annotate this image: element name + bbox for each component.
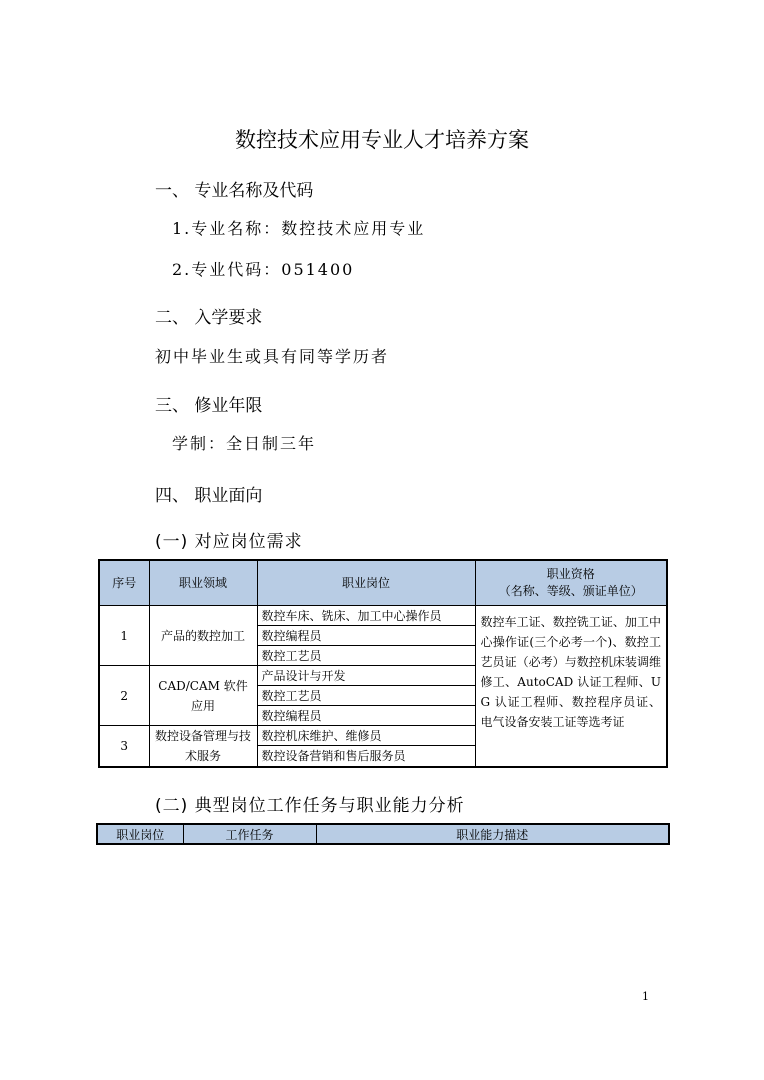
duration-text: 学制：全日制三年 <box>172 434 317 453</box>
header-ability: 职业能力描述 <box>316 824 669 844</box>
subsection-heading-job-demand <box>155 527 303 552</box>
header-position: 职业岗位 <box>257 560 475 606</box>
document-title: 数控技术应用专业人才培养方案 <box>235 128 529 152</box>
row-position: 数控设备营销和售后服务员 <box>257 746 475 767</box>
task-analysis-table <box>96 823 670 845</box>
row-area: 数控设备管理与技术服务 <box>149 726 257 768</box>
row-position: 数控工艺员 <box>257 686 475 706</box>
row-area: CAD/CAM 软件应用 <box>149 666 257 726</box>
major-name-line: 1.专业名称：数控技术应用专业 <box>172 219 426 238</box>
subsection-number: (一) <box>155 532 189 552</box>
admission-text: 初中毕业生或具有同等学历者 <box>155 347 390 366</box>
table-header-row <box>99 560 667 606</box>
header-qualification <box>475 560 667 606</box>
row-position: 数控机床维护、维修员 <box>257 726 475 746</box>
row-index: 1 <box>99 606 149 666</box>
section-heading-major-name: 一、 专业名称及代码 <box>155 181 314 201</box>
section-heading-career: 四、 职业面向 <box>155 486 263 506</box>
section-heading-duration: 三、 修业年限 <box>155 396 263 416</box>
row-position: 产品设计与开发 <box>257 666 475 686</box>
header-area: 职业领域 <box>149 560 257 606</box>
table-row <box>99 606 667 626</box>
subsection-title: 典型岗位工作任务与职业能力分析 <box>194 796 465 816</box>
subsection-title: 对应岗位需求 <box>194 532 303 552</box>
job-demand-table <box>98 559 668 768</box>
qualifications-cell: 数控车工证、数控铣工证、加工中心操作证(三个必考一个)、数控工艺员证（必考）与数控机床装调维修工、AutoCAD 认证工程师、UG 认证工程师、数控程序员证、电气设备安装工证等选考证 <box>475 606 667 768</box>
header-qualification-line1: 职业资格 <box>546 567 595 581</box>
page-number: 1 <box>642 990 649 1003</box>
header-task: 工作任务 <box>183 824 316 844</box>
row-position: 数控工艺员 <box>257 646 475 666</box>
row-index: 3 <box>99 726 149 768</box>
row-area: 产品的数控加工 <box>149 606 257 666</box>
major-code-line: 2.专业代码：051400 <box>172 260 355 279</box>
row-position: 数控编程员 <box>257 626 475 646</box>
header-index: 序号 <box>99 560 149 606</box>
row-index: 2 <box>99 666 149 726</box>
row-position: 数控车床、铣床、加工中心操作员 <box>257 606 475 626</box>
table-header-row <box>97 824 669 844</box>
section-heading-admission: 二、 入学要求 <box>155 308 263 328</box>
header-position: 职业岗位 <box>97 824 183 844</box>
subsection-heading-task-analysis <box>155 791 465 816</box>
row-position: 数控编程员 <box>257 706 475 726</box>
header-qualification-line2: （名称、等级、颁证单位） <box>498 584 643 598</box>
subsection-number: (二) <box>155 796 189 816</box>
